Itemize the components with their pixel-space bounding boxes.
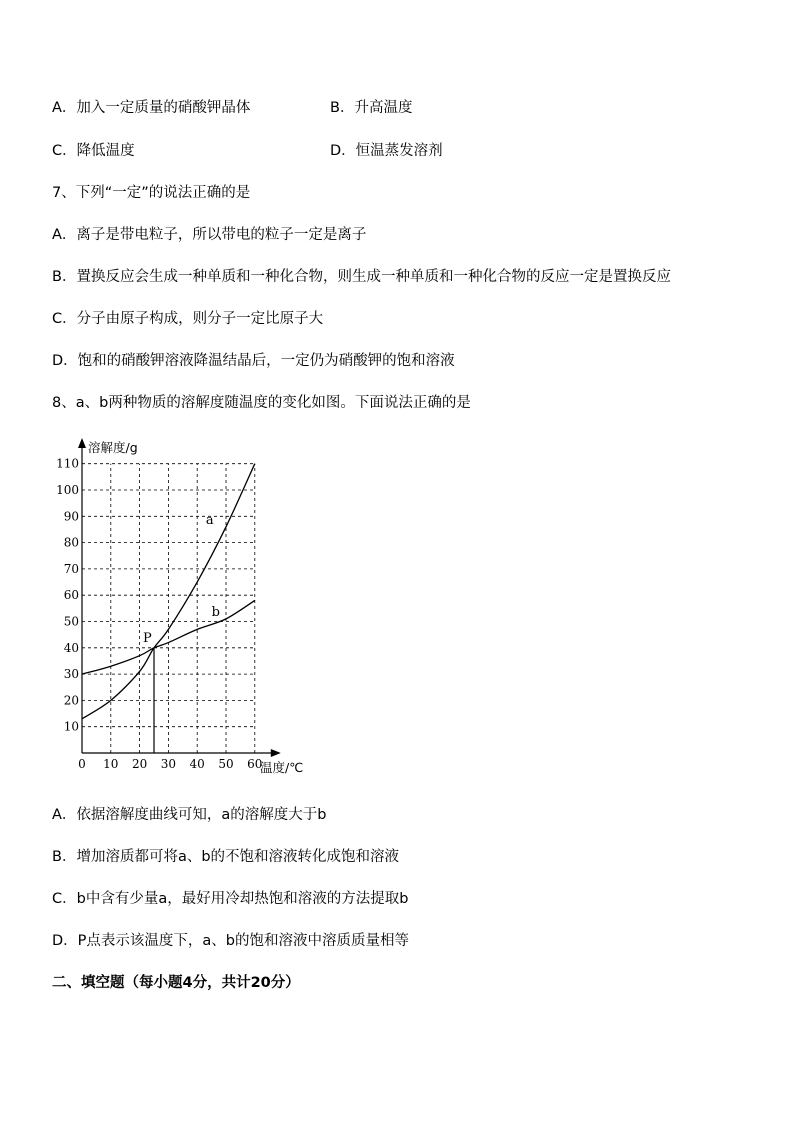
point-p-label: P: [143, 630, 152, 646]
q6-option-d: D．恒温蒸发溶剂: [330, 143, 443, 159]
x-tick-label-40: 40: [189, 757, 205, 771]
x-tick-label-50: 50: [218, 757, 234, 771]
solubility-chart: [52, 430, 322, 785]
y-tick-label-110: 110: [56, 456, 79, 471]
q6-option-c: C．降低温度: [52, 143, 135, 159]
x-tick-label-20: 20: [131, 757, 148, 771]
chart-labels: [143, 513, 220, 753]
chart-axes: [78, 438, 281, 757]
x-tick-label-60: 60: [247, 757, 263, 771]
q8-option-c: C．b中含有少量a，最好用冷却热饱和溶液的方法提取b: [52, 891, 409, 907]
y-tick-label-80: 80: [63, 535, 79, 550]
q6-option-b: B．升高温度: [330, 100, 413, 116]
y-tick-label-50: 50: [63, 614, 79, 629]
q7-option-c: C．分子由原子构成，则分子一定比原子大: [52, 311, 324, 327]
y-tick-label-70: 70: [63, 561, 79, 576]
x-axis-arrow: [271, 749, 281, 757]
q7-option-d: D．饱和的硝酸钾溶液降温结晶后，一定仍为硝酸钾的饱和溶液: [52, 353, 455, 369]
y-tick-label-60: 60: [63, 588, 79, 603]
x-tick-label-0: 0: [78, 757, 86, 771]
q8-option-a: A．依据溶解度曲线可知，a的溶解度大于b: [52, 807, 327, 823]
q7-stem: 7、下列“一定”的说法正确的是: [52, 185, 251, 201]
chart-grid: [82, 464, 255, 753]
section-2-title: 二、填空题（每小题4分，共计20分）: [52, 975, 300, 991]
y-tick-label-30: 30: [63, 667, 79, 682]
q8-option-b: B．增加溶质都可将a、b的不饱和溶液转化成饱和溶液: [52, 849, 400, 865]
y-axis-arrow: [78, 438, 86, 448]
q8-option-d: D．P点表示该温度下，a、b的饱和溶液中溶质质量相等: [52, 933, 409, 949]
q7-option-a: A．离子是带电粒子，所以带电的粒子一定是离子: [52, 227, 367, 243]
y-tick-label-20: 20: [63, 693, 79, 708]
q6-option-a: A．加入一定质量的硝酸钾晶体: [52, 100, 251, 116]
y-tick-label-40: 40: [63, 640, 79, 655]
y-tick-label-100: 100: [56, 483, 79, 497]
curve-label-b: b: [211, 605, 220, 621]
y-tick-label-90: 90: [63, 509, 79, 524]
x-axis-title: 温度/℃: [260, 760, 304, 775]
y-tick-label-10: 10: [63, 719, 79, 734]
x-tick-label-30: 30: [160, 757, 177, 771]
x-tick-label-10: 10: [103, 757, 119, 771]
q7-option-b: B．置换反应会生成一种单质和一种化合物，则生成一种单质和一种化合物的反应一定是置换反应: [52, 269, 671, 285]
curve-label-a: a: [205, 513, 214, 529]
chart-ticks: [56, 457, 262, 771]
y-axis-title: 溶解度/g: [88, 440, 138, 455]
q8-stem: 8、a、b两种物质的溶解度随温度的变化如图。下面说法正确的是: [52, 395, 471, 411]
